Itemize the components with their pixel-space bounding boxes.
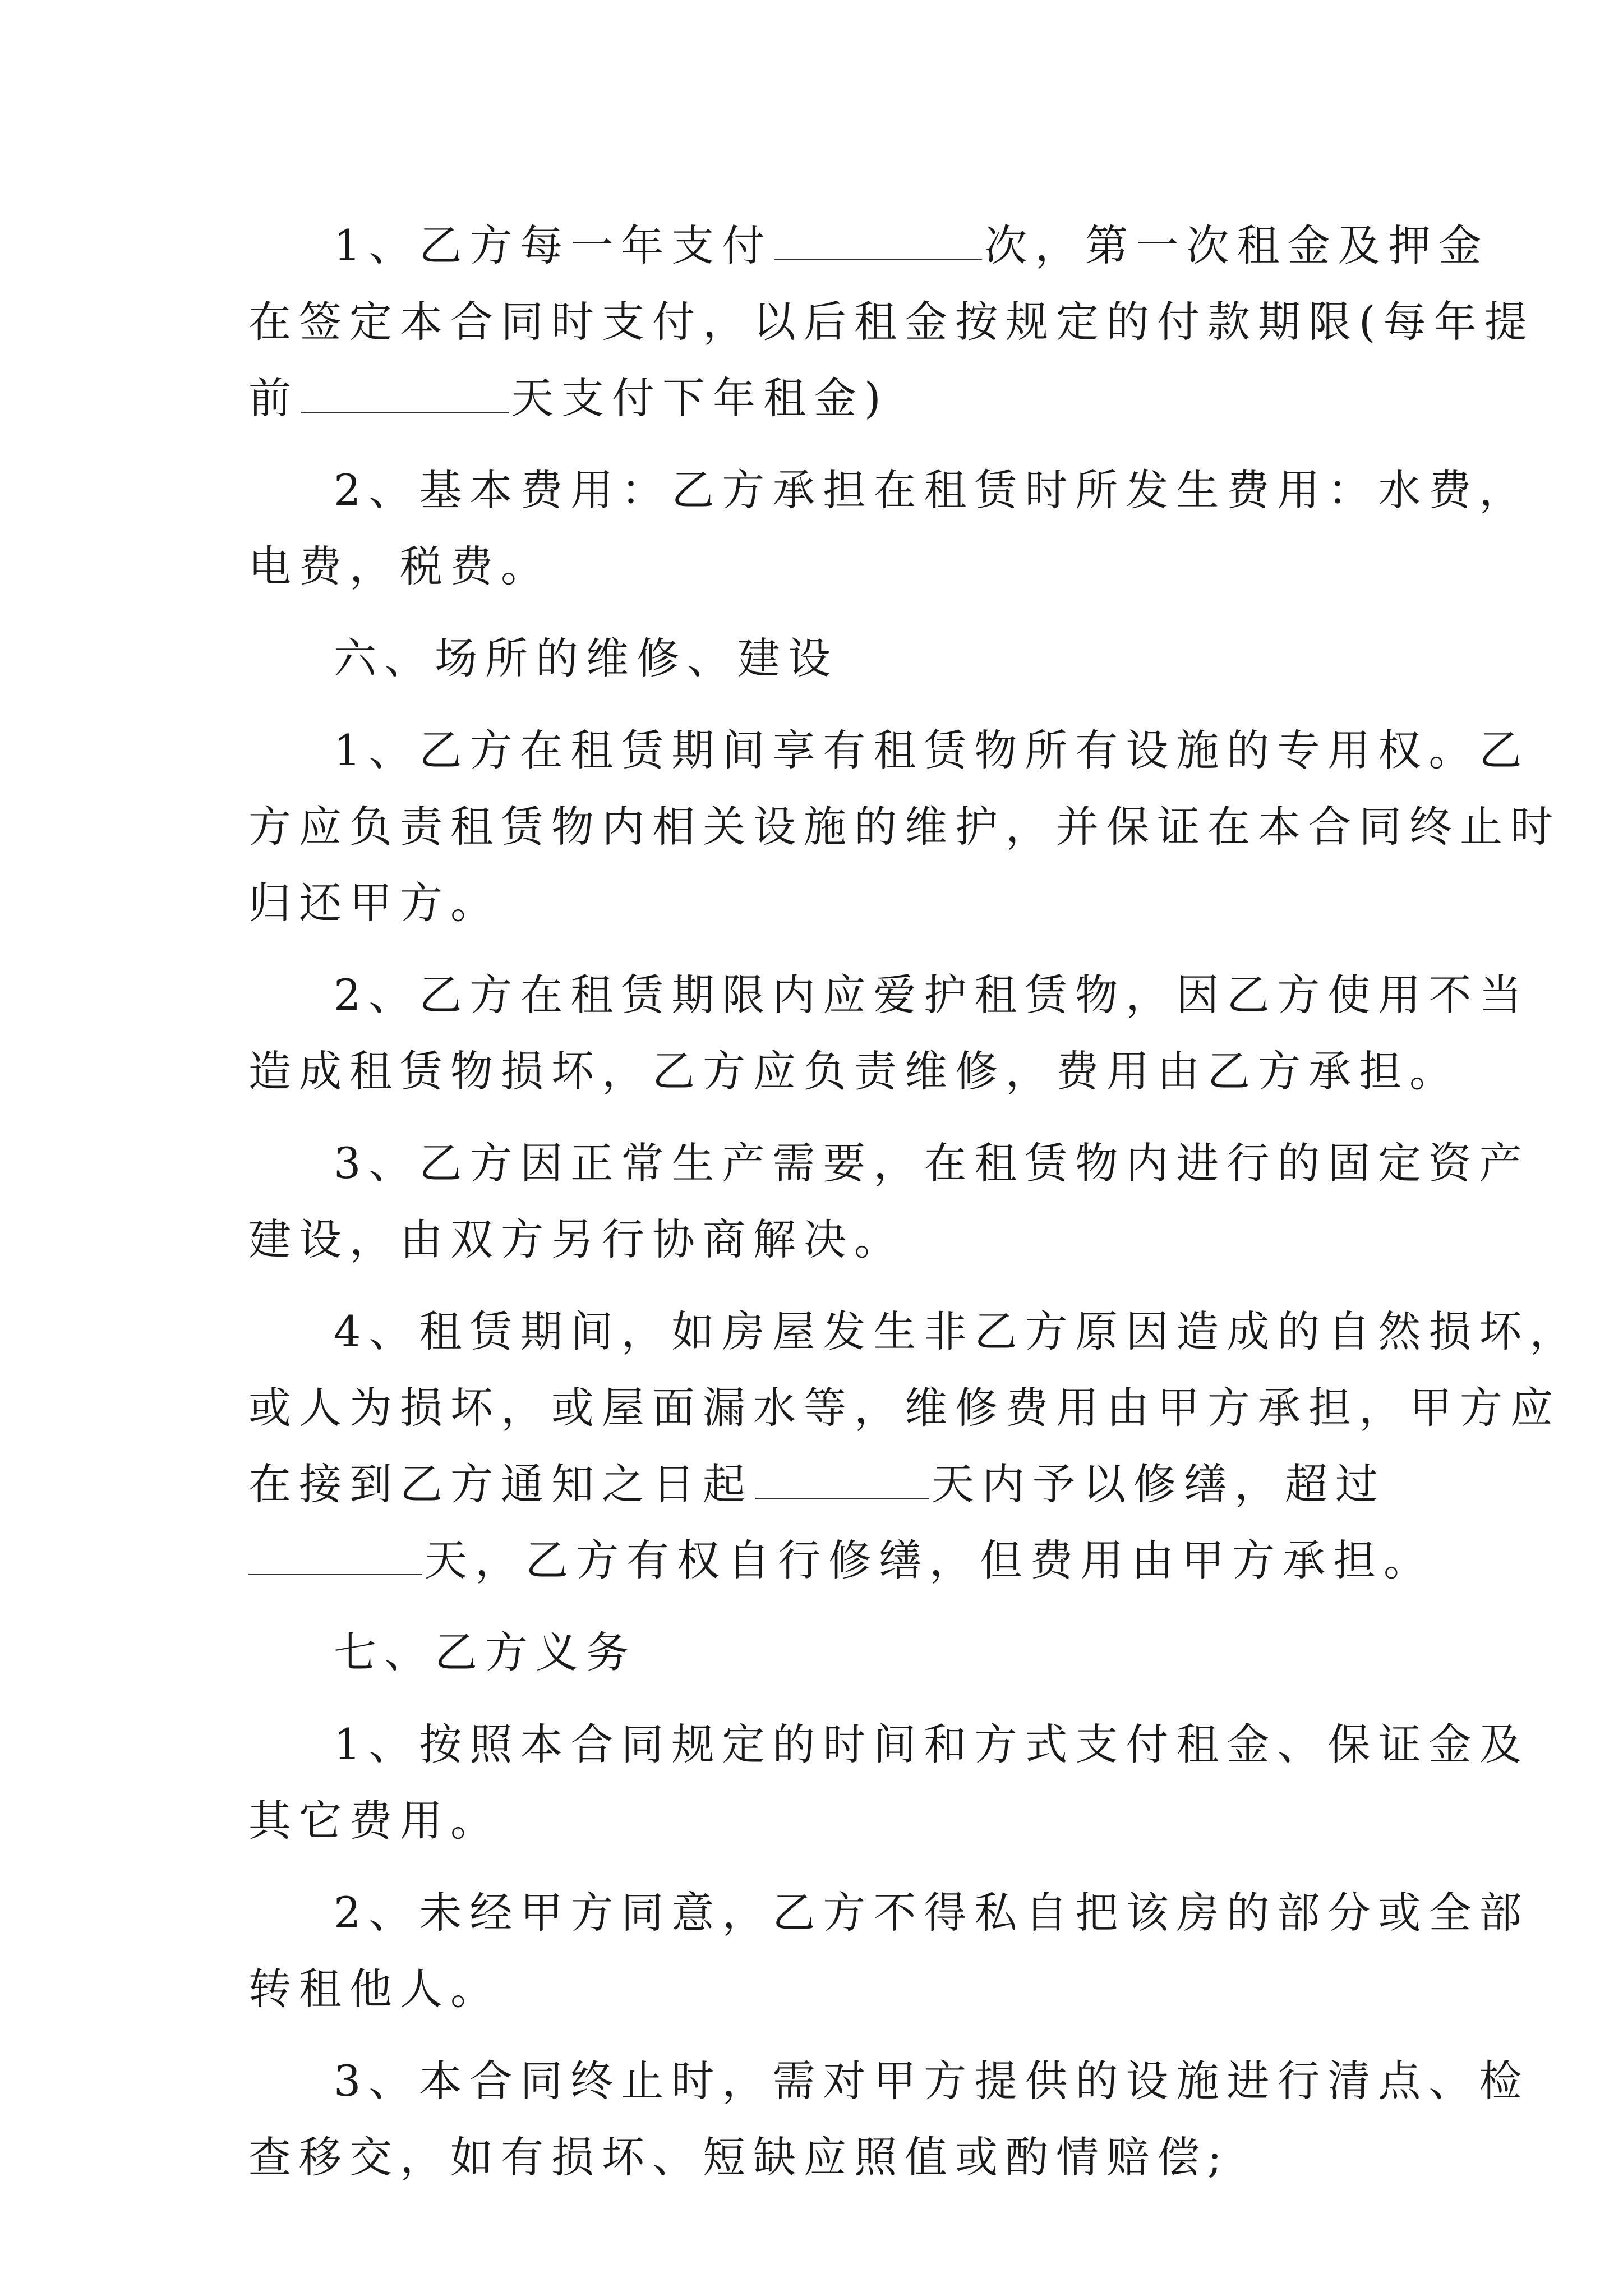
text-line: 或人为损坏，或屋面漏水等，维修费用由甲方承担，甲方应 xyxy=(248,1383,1561,1433)
paragraph-basic-fees xyxy=(248,452,1530,605)
section-heading-maintenance: 六、场所的维修、建设 xyxy=(334,633,838,683)
text-line: 造成租赁物损坏，乙方应负责维修，费用由乙方承担。 xyxy=(248,1046,1460,1096)
text-line: 1、乙方每一年支付 xyxy=(334,220,773,270)
document-page xyxy=(248,208,1580,2196)
text-line: 建设，由双方另行协商解决。 xyxy=(248,1214,905,1264)
text-line: 次，第一次租金及押金 xyxy=(984,220,1490,270)
paragraph-repairs xyxy=(248,1294,1580,1599)
paragraph-fixed-assets xyxy=(248,1125,1530,1278)
text-line: 在接到乙方通知之日起 xyxy=(248,1459,753,1509)
text-line: 4、租赁期间，如房屋发生非乙方原因造成的自然损坏， xyxy=(334,1306,1580,1356)
text-line: 2、基本费用：乙方承担在租赁时所发生费用：水费， xyxy=(334,465,1530,515)
text-line: 前 xyxy=(248,373,299,423)
blank-overdue-days xyxy=(248,1539,422,1575)
text-line: 电费，税费。 xyxy=(248,541,551,591)
text-line: 1、乙方在租赁期间享有租赁物所有设施的专用权。乙 xyxy=(334,725,1530,775)
text-line: 在签定本合同时支付，以后租金按规定的付款期限(每年提 xyxy=(248,297,1535,347)
text-line: 天支付下年租金) xyxy=(511,373,889,423)
paragraph-no-sublet xyxy=(248,1875,1530,2027)
text-line: 3、本合同终止时，需对甲方提供的设施进行清点、检 xyxy=(334,2056,1530,2106)
text-line: 1、按照本合同规定的时间和方式支付租金、保证金及 xyxy=(334,1719,1530,1769)
paragraph-handover xyxy=(248,2043,1530,2196)
paragraph-exclusive-use xyxy=(248,712,1561,941)
text-line: 天，乙方有权自行修缮，但费用由甲方承担。 xyxy=(425,1535,1434,1585)
text-line: 归还甲方。 xyxy=(248,878,501,928)
paragraph-pay-on-time xyxy=(248,1706,1530,1859)
blank-advance-days xyxy=(301,377,509,413)
blank-repair-days xyxy=(755,1463,929,1499)
text-line: 2、未经甲方同意，乙方不得私自把该房的部分或全部 xyxy=(334,1888,1530,1938)
text-line: 转租他人。 xyxy=(248,1964,501,2014)
text-line: 天内予以修缮，超过 xyxy=(932,1459,1386,1509)
paragraph-care-of-property xyxy=(248,957,1530,1110)
text-line: 查移交，如有损坏、短缺应照值或酌情赔偿; xyxy=(248,2132,1230,2182)
text-line: 方应负责租赁物内相关设施的维护，并保证在本合同终止时 xyxy=(248,802,1561,852)
section-heading-obligations: 七、乙方义务 xyxy=(334,1627,637,1677)
blank-payment-times xyxy=(774,224,982,260)
text-line: 2、乙方在租赁期限内应爱护租赁物，因乙方使用不当 xyxy=(334,970,1530,1020)
text-line: 其它费用。 xyxy=(248,1796,501,1846)
paragraph-payment-schedule xyxy=(248,208,1535,436)
text-line: 3、乙方因正常生产需要，在租赁物内进行的固定资产 xyxy=(334,1138,1530,1188)
